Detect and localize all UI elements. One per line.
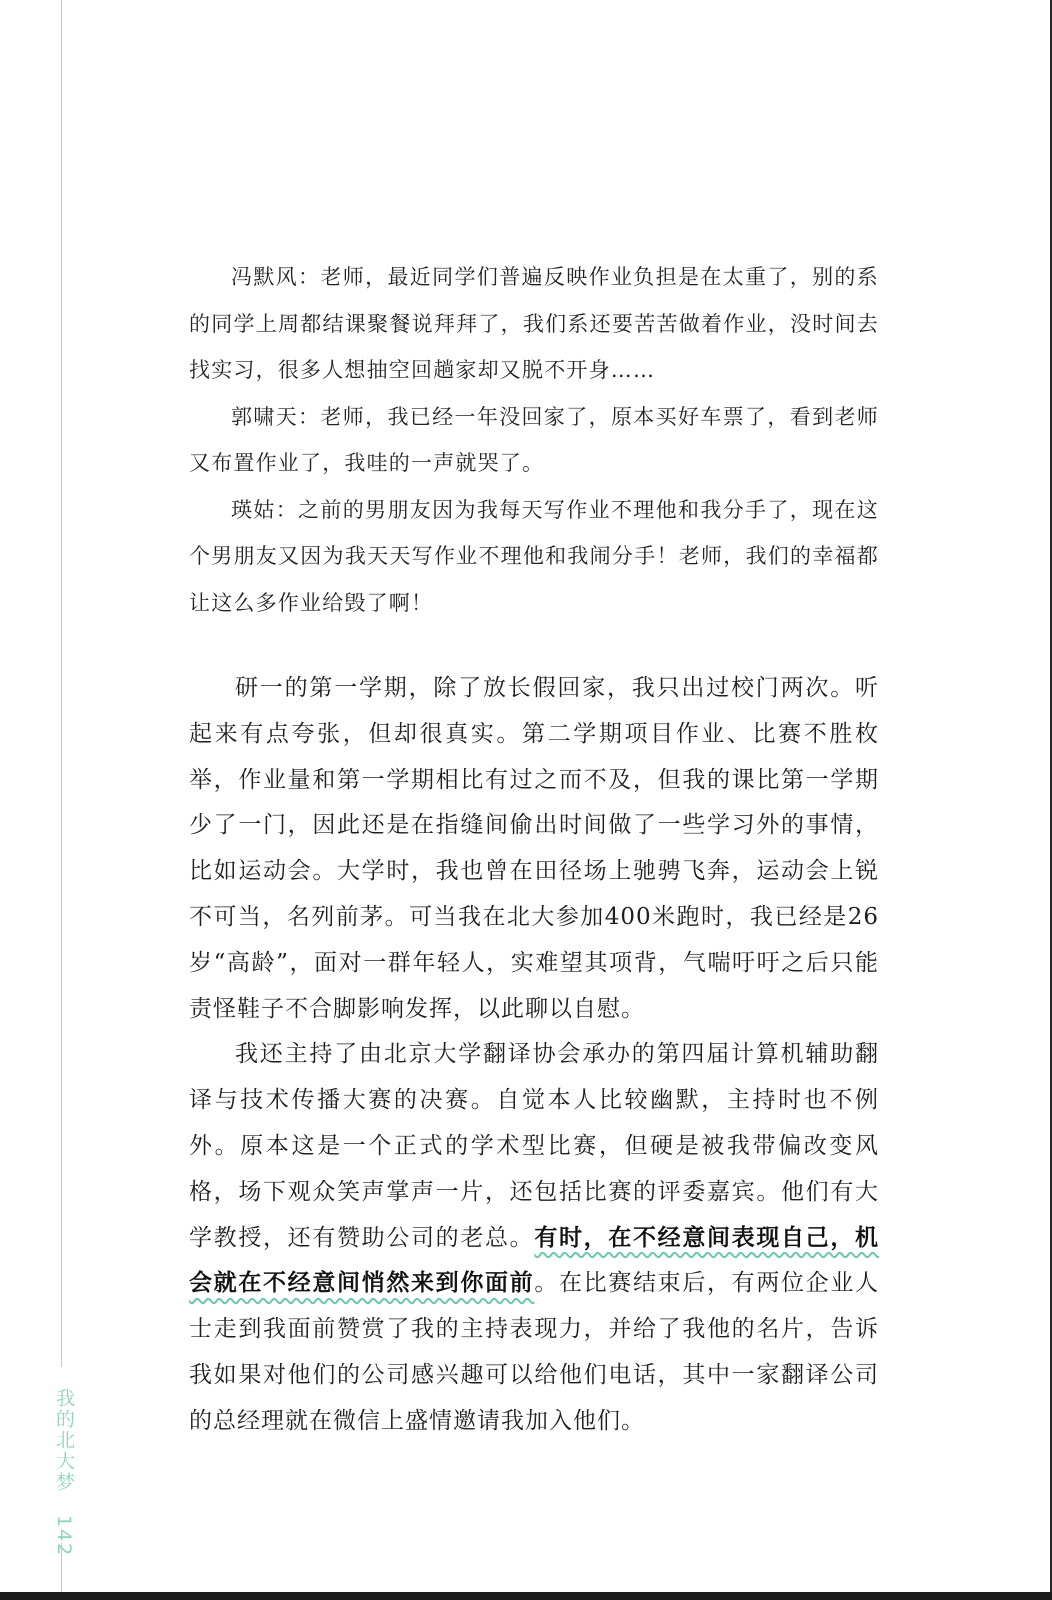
dialogue-line-guo: 郭啸天：老师，我已经一年没回家了，原本买好车票了，看到老师又布置作业了，我哇的一声就哭了。 bbox=[189, 404, 879, 475]
paragraph-hosting bbox=[189, 1032, 879, 1444]
scan-edge-bottom bbox=[0, 1592, 1052, 1600]
page-number: 142 bbox=[53, 1515, 75, 1558]
paragraph-hosting-end: 。在比赛结束后，有两位企业人士走到我面前赞赏了我的主持表现力，并给了我他的名片，告诉我如果对他们的公司感兴趣可以给他们电话，其中一家翻译公司的总经理就在微信上盛情邀请我加入他们。 bbox=[189, 1270, 880, 1434]
side-rule bbox=[61, 0, 62, 1367]
body-text bbox=[189, 666, 879, 1445]
dialogue-line-feng: 冯默风：老师，最近同学们普遍反映作业负担是在太重了，别的系的同学上周都结课聚餐说拜拜了，我们系还要苦苦做着作业，没时间去找实习，很多人想抽空回趟家却又脱不开身…… bbox=[189, 265, 879, 382]
book-title: 我的北大梦 bbox=[53, 1388, 75, 1493]
dialogue-block bbox=[189, 254, 879, 626]
emphasized-quote: 有时，在不经意间表现自己，机会就在不经意间悄然来到你面前 bbox=[189, 1224, 880, 1297]
paragraph-hosting-start: 我还主持了由北京大学翻译协会承办的第四届计算机辅助翻译与技术传播大赛的决赛。自觉本人比较幽默，主持时也不例外。原本这是一个正式的学术型比赛，但硬是被我带偏改变风格，场下观众笑声掌声一片，还包括比赛的评委嘉宾。他们有大学教授，还有赞助公司的老总。 bbox=[189, 1041, 879, 1251]
dialogue-line-yinggu: 瑛姑：之前的男朋友因为我每天写作业不理他和我分手了，现在这个男朋友又因为我天天写作业不理他和我闹分手！老师，我们的幸福都让这么多作业给毁了啊！ bbox=[189, 497, 879, 615]
running-footer bbox=[48, 1388, 78, 1557]
paragraph-sports: 研一的第一学期，除了放长假回家，我只出过校门两次。听起来有点夸张，但却很真实。第二学期项目作业、比赛不胜枚举，作业量和第一学期相比有过之而不及，但我的课比第一学期少了一门，因此还是在指缝间偷出时间做了一些学习外的事情，比如运动会。大学时，我也曾在田径场上驰骋飞奔，运动会上锐不可当，名列前茅。可当我在北大参加400米跑时，我已经是26岁“高龄”，面对一群年轻人，实难望其项背，气喘吁吁之后只能责怪鞋子不合脚影响发挥，以此聊以自慰。 bbox=[189, 675, 879, 1022]
